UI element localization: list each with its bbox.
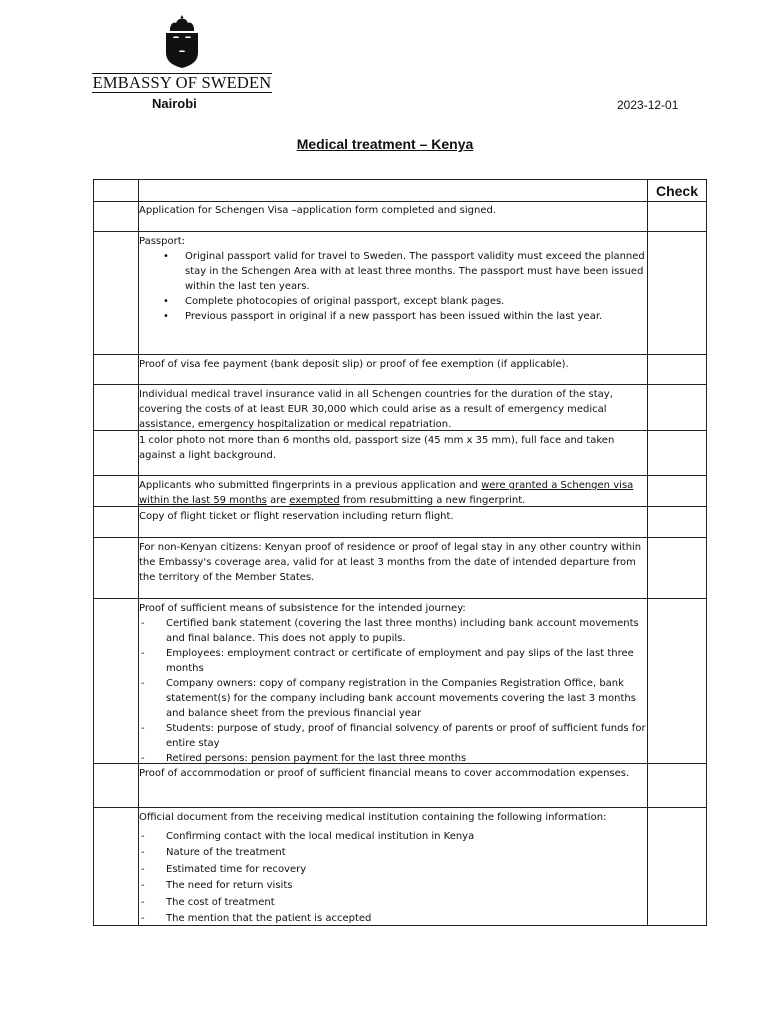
- page-title: Medical treatment – Kenya: [296, 136, 474, 152]
- list-item: - The mention that the patient is accepted: [141, 913, 372, 924]
- requirement-text: Proof of accommodation or proof of sufficient financial means to cover accommodation expenses.: [139, 768, 630, 779]
- list-item: - Estimated time for recovery: [141, 863, 307, 875]
- table-row: [93, 808, 707, 926]
- dash-list: [139, 616, 647, 763]
- list-item: - Students: purpose of study, proof of financial solvency of parents or proof of sufficient funds for entire stay: [141, 723, 646, 749]
- list-item: - The need for return visits: [141, 880, 293, 891]
- list-item: • Complete photocopies of original passport, except blank pages.: [163, 296, 505, 307]
- table-row: [93, 232, 707, 355]
- check-cell[interactable]: [647, 507, 706, 537]
- table-row: [93, 355, 707, 385]
- table-row: [93, 476, 707, 507]
- list-item: • Original passport valid for travel to Sweden. The passport validity must exceed the planned stay in the Schengen Area with at least three months. The passport must have been issued within the last ten years.: [163, 251, 645, 292]
- table-header-row: [93, 179, 707, 202]
- requirement-text: 1 color photo not more than 6 months old, passport size (45 mm x 35 mm), full face and taken against a light background.: [139, 435, 615, 461]
- dash-list: [139, 829, 647, 926]
- table-row: [93, 431, 707, 476]
- list-item: - Confirming contact with the local medical institution in Kenya: [141, 830, 475, 842]
- check-cell[interactable]: [647, 232, 706, 354]
- requirement-text: Proof of visa fee payment (bank deposit slip) or proof of fee exemption (if applicable).: [139, 359, 569, 370]
- list-item: - Company owners: copy of company registration in the Companies Registration Office, bank statement(s) for the company including bank account movements covering the last 3 months and balance sheet from the previous financial year: [141, 678, 636, 719]
- table-row: [93, 599, 707, 764]
- city-name: Nairobi: [152, 96, 197, 111]
- list-item: - Retired persons: pension payment for the last three months: [141, 753, 467, 763]
- requirement-text: Official document from the receiving medical institution containing the following information: - Confirming contact with the local medical institution in Kenya - Nature of the treatment - Estimated time for recovery - The need for return visits - The cost of treatment - The mention that the patient is accepted: [139, 808, 647, 925]
- check-cell[interactable]: [647, 808, 706, 925]
- requirement-text: Application for Schengen Visa –application form completed and signed.: [139, 205, 497, 216]
- check-cell[interactable]: [647, 385, 706, 430]
- swedish-crown-coat-of-arms-icon: [162, 14, 202, 70]
- embassy-logo: [92, 14, 272, 93]
- requirement-text: Passport: • Original passport valid for travel to Sweden. The passport validity must exceed the planned stay in the Schengen Area with at least three months. The passport must have been issued within the last ten years. • Complete photocopies of original passport, except blank pages. • Previous passport in original if a new passport has been issued within the last year.: [139, 232, 647, 354]
- list-item: - The cost of treatment: [141, 896, 275, 908]
- requirement-text: Individual medical travel insurance valid in all Schengen countries for the duration of the stay, covering the costs of at least EUR 30,000 which could arise as a result of emergency medical assistance, emergency hospitalization or medical repatriation.: [139, 389, 613, 430]
- table-row: [93, 507, 707, 538]
- check-cell[interactable]: [647, 599, 706, 763]
- list-item: - Nature of the treatment: [141, 847, 286, 858]
- requirement-text: Proof of sufficient means of subsistence for the intended journey: - Certified bank statement (covering the last three months) including bank account movements and final balance. This does not apply to pupils. - Employees: employment contract or certificate of employment and pay slips of the last three months - Company owners: copy of company registration in the Companies Registration Office, bank statement(s) for the company including bank account movements covering the last 3 months and balance sheet from the previous financial year - Students: purpose of study, proof of financial solvency of parents or proof of sufficient funds for entire stay - Retired persons: pension payment for the last three months: [139, 599, 647, 763]
- check-cell[interactable]: [647, 355, 706, 384]
- list-item: - Employees: employment contract or certificate of employment and pay slips of the last three months: [141, 648, 634, 674]
- requirement-text: For non-Kenyan citizens: Kenyan proof of residence or proof of legal stay in any other country within the Embassy's coverage area, valid for at least 3 months from the date of intended departure from the territory of the Member States.: [139, 542, 642, 583]
- check-cell[interactable]: [647, 431, 706, 475]
- check-cell[interactable]: [647, 201, 706, 231]
- table-row: [93, 764, 707, 808]
- document-date: 2023-12-01: [617, 98, 679, 112]
- table-row: [93, 538, 707, 599]
- requirement-text: Applicants who submitted fingerprints in a previous application and were granted a Schengen visa within the last 59 months are exempted from resubmitting a new fingerprint.: [139, 480, 634, 506]
- check-cell[interactable]: [647, 764, 706, 807]
- list-item: - Certified bank statement (covering the last three months) including bank account movements and final balance. This does not apply to pupils.: [141, 618, 639, 644]
- list-item: • Previous passport in original if a new passport has been issued within the last year.: [163, 311, 603, 322]
- requirement-text: Copy of flight ticket or flight reservation including return flight.: [139, 511, 454, 522]
- table-row: [93, 385, 707, 431]
- organization-name: EMBASSY OF SWEDEN: [92, 73, 272, 92]
- table-row: [93, 201, 707, 232]
- check-column-header: Check: [647, 180, 706, 201]
- bullet-list: [139, 249, 647, 324]
- check-cell[interactable]: [647, 476, 706, 506]
- check-cell[interactable]: [647, 538, 706, 598]
